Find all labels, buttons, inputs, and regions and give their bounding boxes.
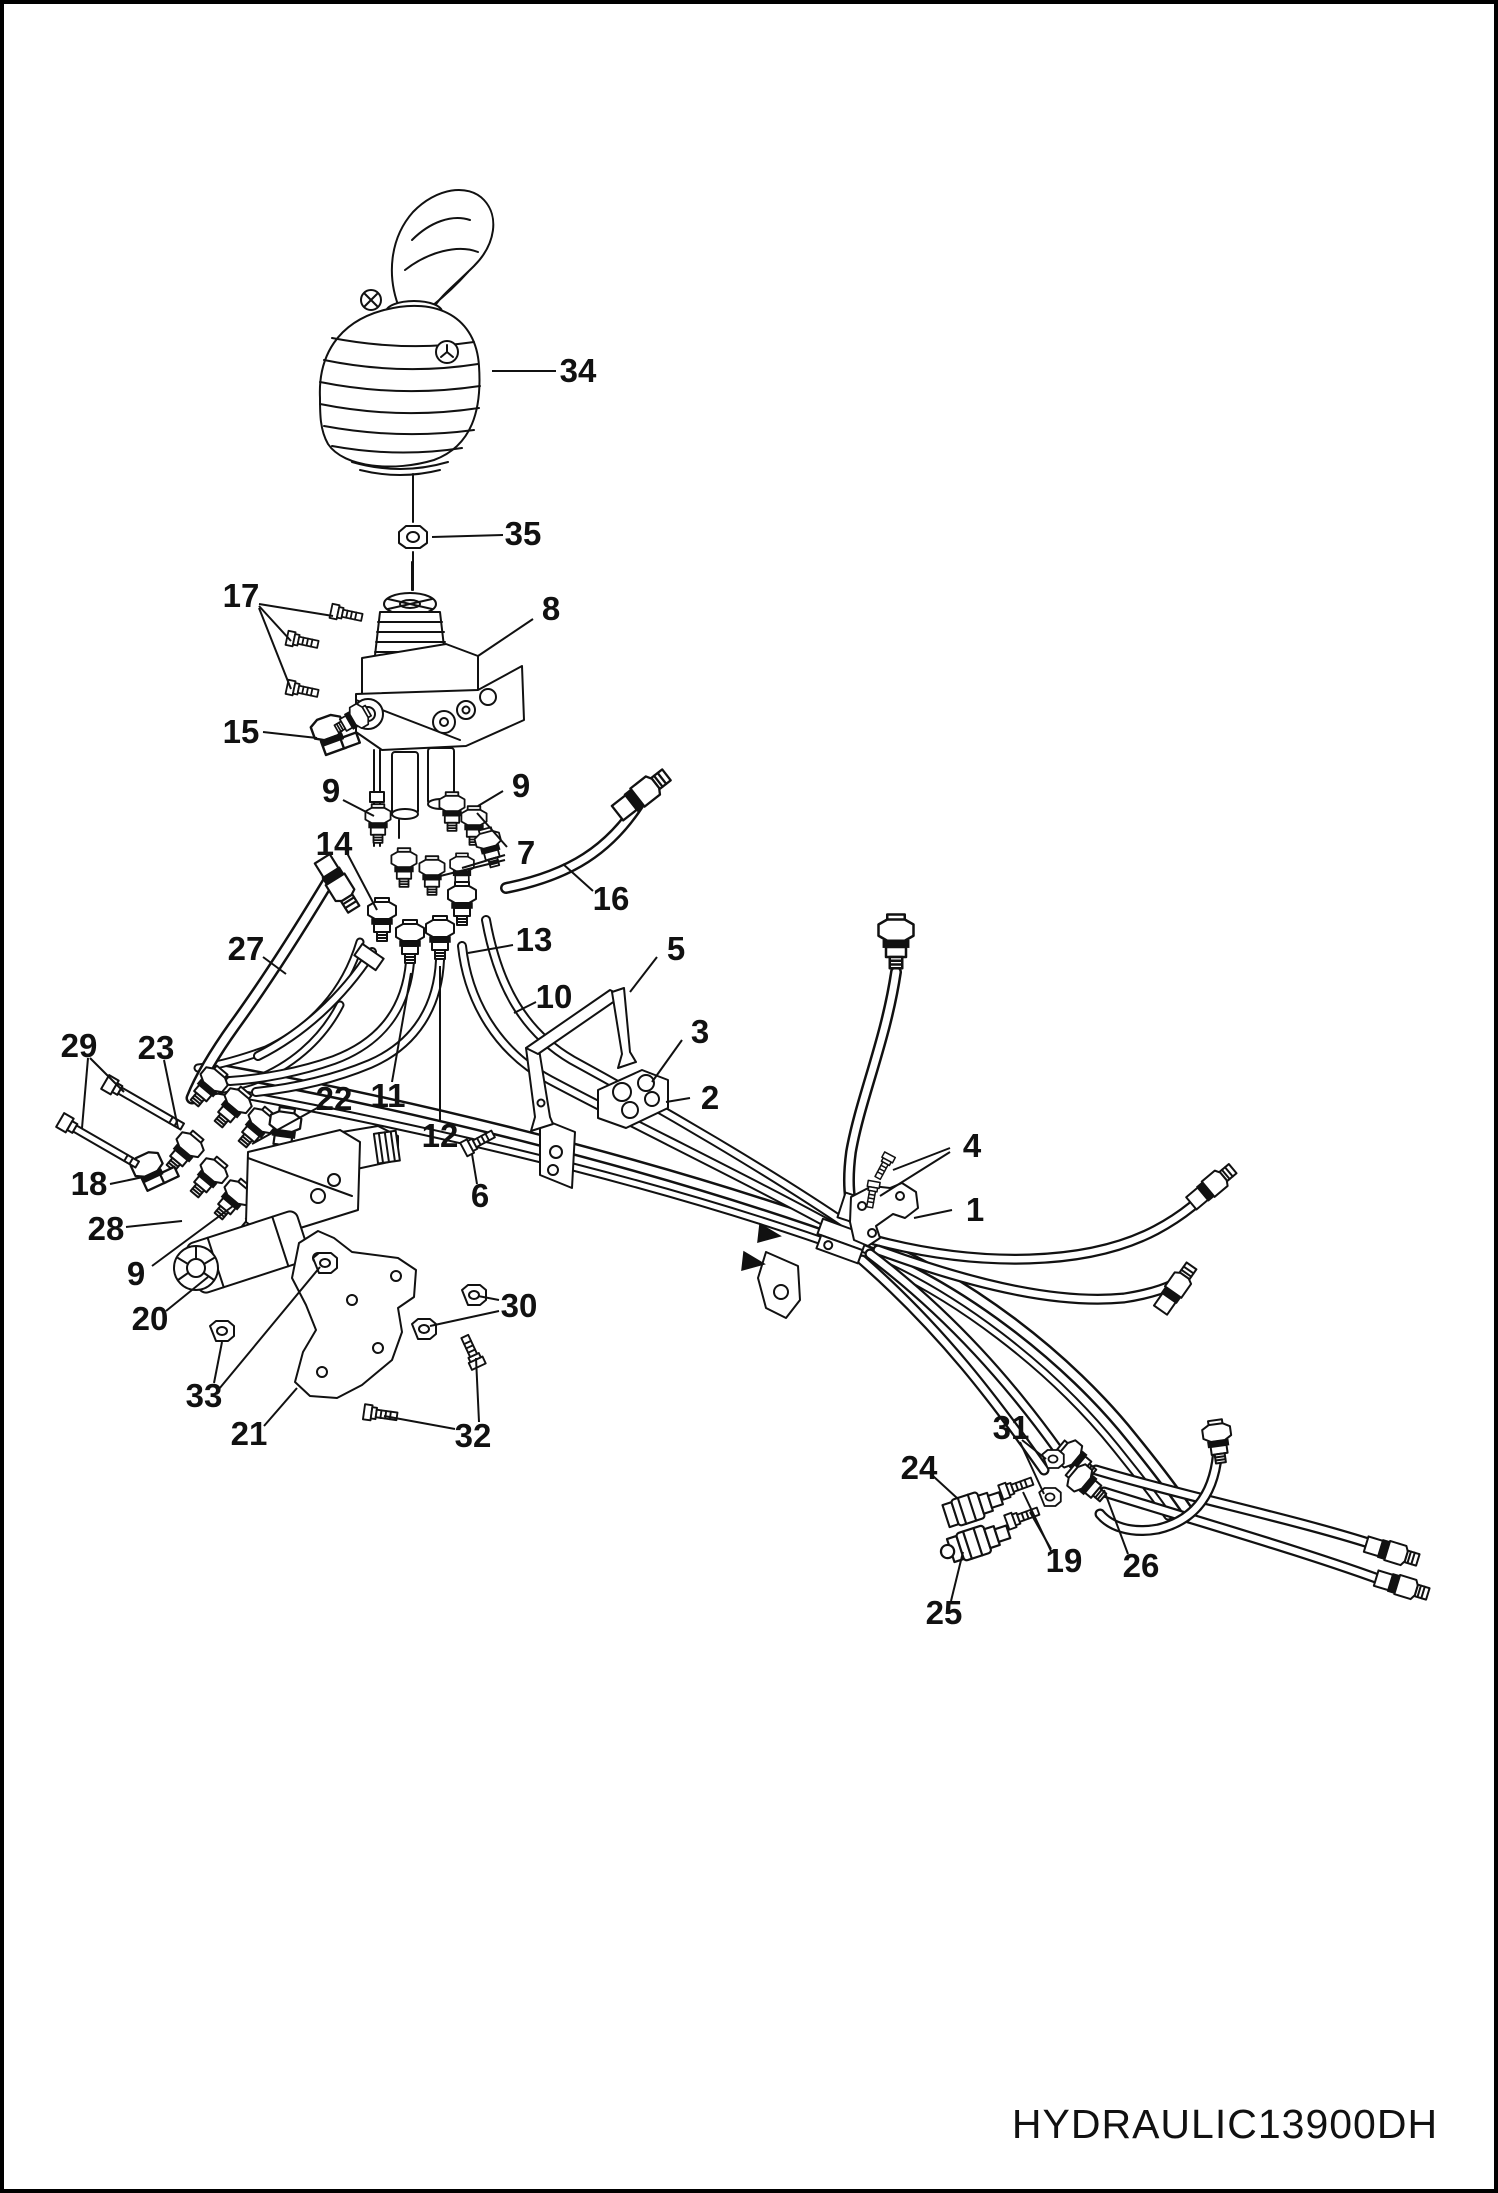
svg-text:20: 20 (131, 1300, 169, 1337)
svg-text:14: 14 (315, 825, 353, 862)
svg-text:15: 15 (222, 713, 260, 750)
svg-text:7: 7 (516, 834, 536, 871)
svg-text:12: 12 (421, 1117, 459, 1154)
drawing-code: HYDRAULIC13900DH (1011, 2101, 1439, 2147)
svg-text:6: 6 (470, 1177, 490, 1214)
svg-text:24: 24 (900, 1449, 938, 1486)
svg-text:10: 10 (535, 978, 573, 1015)
svg-text:9: 9 (321, 772, 341, 809)
svg-text:8: 8 (541, 590, 561, 627)
svg-text:32: 32 (454, 1417, 492, 1454)
svg-text:23: 23 (137, 1029, 175, 1066)
svg-text:1: 1 (965, 1191, 985, 1228)
svg-text:31: 31 (992, 1409, 1030, 1446)
svg-text:21: 21 (230, 1415, 268, 1452)
svg-text:13: 13 (515, 921, 553, 958)
svg-text:17: 17 (222, 577, 260, 614)
svg-text:35: 35 (504, 515, 542, 552)
svg-text:9: 9 (126, 1255, 146, 1292)
svg-text:19: 19 (1045, 1542, 1083, 1579)
svg-text:3: 3 (690, 1013, 710, 1050)
svg-text:11: 11 (370, 1077, 406, 1114)
svg-text:9: 9 (511, 767, 531, 804)
svg-text:28: 28 (87, 1210, 125, 1247)
svg-text:33: 33 (185, 1377, 223, 1414)
svg-text:2: 2 (700, 1079, 720, 1116)
svg-text:16: 16 (592, 880, 630, 917)
svg-text:22: 22 (315, 1080, 353, 1117)
svg-text:26: 26 (1122, 1547, 1160, 1584)
svg-text:34: 34 (559, 352, 597, 389)
svg-text:18: 18 (70, 1165, 108, 1202)
svg-text:30: 30 (500, 1287, 538, 1324)
svg-text:4: 4 (962, 1127, 982, 1164)
svg-text:29: 29 (60, 1027, 98, 1064)
svg-text:25: 25 (925, 1594, 963, 1631)
svg-text:5: 5 (666, 930, 686, 967)
svg-text:27: 27 (227, 930, 265, 967)
